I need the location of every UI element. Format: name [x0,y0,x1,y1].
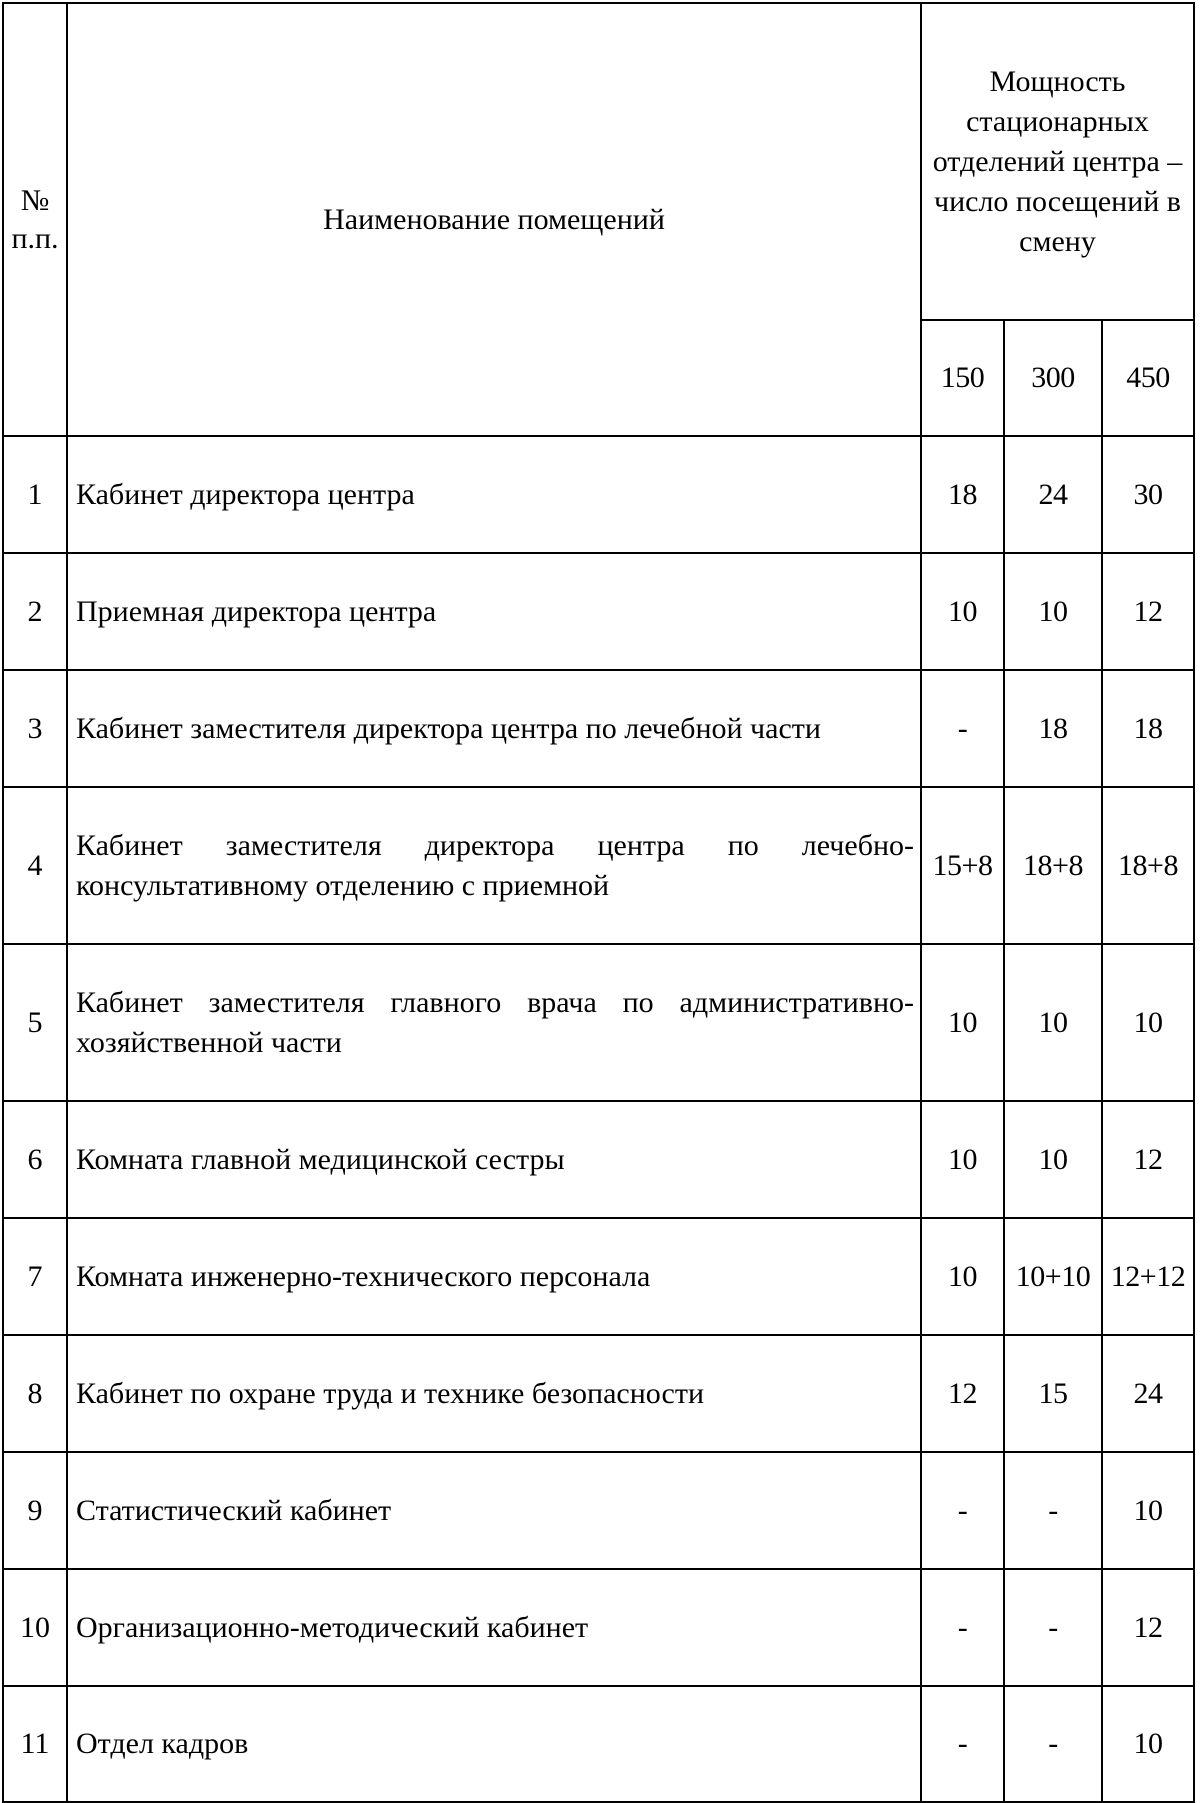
name-column-header: Наименование помещений [67,3,921,436]
row-number: 8 [3,1335,67,1452]
room-name: Отдел кадров [67,1686,921,1802]
table-row [3,1452,1194,1569]
row-number: 7 [3,1218,67,1335]
room-name: Комната инженерно-технического персонала [67,1218,921,1335]
value-450: 30 [1102,436,1194,553]
value-300: 10 [1004,553,1102,670]
number-column-header [3,3,67,436]
row-number: 4 [3,787,67,944]
table-row [3,670,1194,787]
row-number: 11 [3,1686,67,1802]
room-name: Кабинет директора центра [67,436,921,553]
room-name: Организационно-методический кабинет [67,1569,921,1686]
capacity-group-header: Мощность стационарных отделений центра – число посещений в смену [921,3,1194,320]
capacity-header-300: 300 [1004,320,1102,436]
value-300: 10 [1004,1101,1102,1218]
header-row [3,3,1194,320]
value-150: - [921,1569,1004,1686]
room-name: Кабинет по охране труда и технике безопасности [67,1335,921,1452]
value-150: 18 [921,436,1004,553]
value-450: 10 [1102,944,1194,1101]
room-name: Комната главной медицинской сестры [67,1101,921,1218]
capacity-header-450: 450 [1102,320,1194,436]
row-number: 5 [3,944,67,1101]
room-name: Кабинет заместителя главного врача по административно-хозяйственной части [67,944,921,1101]
row-number: 1 [3,436,67,553]
row-number: 3 [3,670,67,787]
number-abbrev: п.п. [11,221,59,255]
value-300: - [1004,1452,1102,1569]
room-name: Кабинет заместителя директора центра по лечебной части [67,670,921,787]
value-300: 24 [1004,436,1102,553]
value-450: 12 [1102,1569,1194,1686]
value-450: 18+8 [1102,787,1194,944]
value-300: - [1004,1686,1102,1802]
value-300: 10 [1004,944,1102,1101]
value-150: 15+8 [921,787,1004,944]
value-450: 12+12 [1102,1218,1194,1335]
value-450: 12 [1102,1101,1194,1218]
table-row [3,1686,1194,1802]
row-number: 9 [3,1452,67,1569]
room-name: Кабинет заместителя директора центра по лечебно-консультативному отделению с приемной [67,787,921,944]
value-150: 12 [921,1335,1004,1452]
value-300: 18+8 [1004,787,1102,944]
value-150: - [921,670,1004,787]
table-row [3,553,1194,670]
value-450: 10 [1102,1686,1194,1802]
room-name: Приемная директора центра [67,553,921,670]
value-150: 10 [921,1218,1004,1335]
number-sign: № [20,183,50,217]
value-150: - [921,1452,1004,1569]
table-row [3,787,1194,944]
premises-table [2,2,1195,1803]
value-450: 24 [1102,1335,1194,1452]
value-300: 18 [1004,670,1102,787]
table-row [3,944,1194,1101]
table-row [3,1101,1194,1218]
value-150: 10 [921,1101,1004,1218]
table-row [3,1335,1194,1452]
value-300: 15 [1004,1335,1102,1452]
value-300: 10+10 [1004,1218,1102,1335]
value-150: - [921,1686,1004,1802]
table-row [3,436,1194,553]
value-450: 18 [1102,670,1194,787]
value-150: 10 [921,944,1004,1101]
room-name: Статистический кабинет [67,1452,921,1569]
value-150: 10 [921,553,1004,670]
value-300: - [1004,1569,1102,1686]
capacity-header-150: 150 [921,320,1004,436]
table-row [3,1218,1194,1335]
row-number: 2 [3,553,67,670]
table-row [3,1569,1194,1686]
row-number: 10 [3,1569,67,1686]
value-450: 10 [1102,1452,1194,1569]
value-450: 12 [1102,553,1194,670]
row-number: 6 [3,1101,67,1218]
